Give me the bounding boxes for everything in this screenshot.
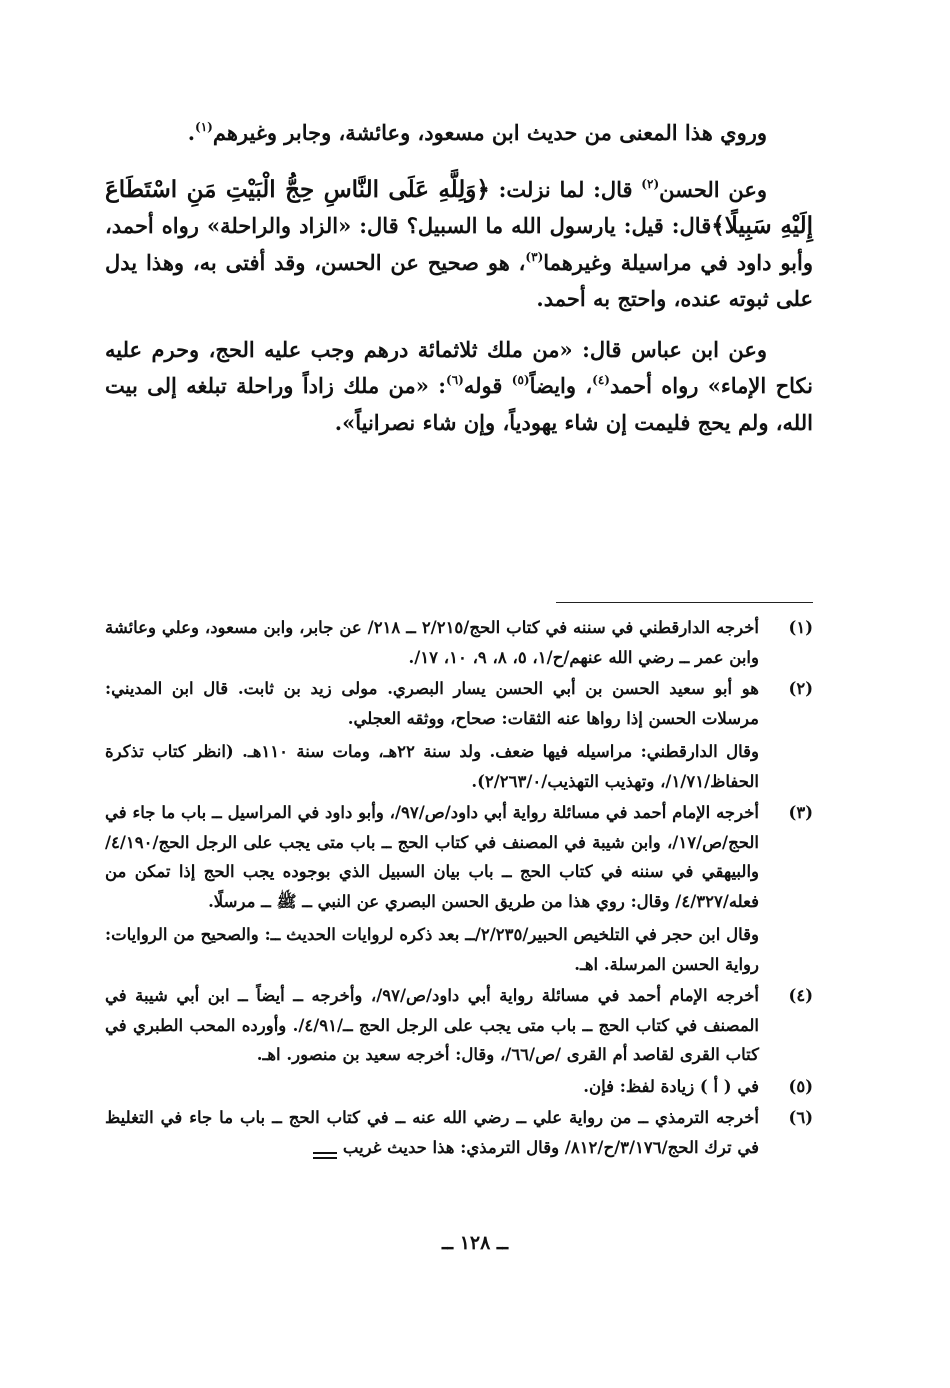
quran-verse: ﴿وَلِلَّهِ عَلَى النَّاسِ حِجُّ الْبَيْتِ مَنِ اسْتَطَاعَ إِلَيْهِ سَبِيلًا﴾ xyxy=(105,175,814,239)
paragraph-1-text: وروي هذا المعنى من حديث ابن مسعود، وعائشة، وجابر وغيرهم xyxy=(212,120,767,145)
paragraph-3: وعن ابن عباس قال: «من ملك ثلاثمائة درهم وجب عليه الحج، وحرم عليه نكاح الإماء» رواه أحمد$^{(٤)}$، وايضاً$^{(٥)}$ قوله$^{(٦)}$: «من ملك زاداً وراحلة تبلغه إلى بيت الله، ولم يحج فليمت إن شاء يهودياً، وإن شاء نصرانياً». xyxy=(105,336,813,435)
page-body xyxy=(105,115,814,1157)
footnote-item xyxy=(105,613,813,672)
footnote-number: (٤) xyxy=(788,986,813,1005)
footnote-number: (٥) xyxy=(788,1076,813,1096)
footnote-item xyxy=(105,798,813,979)
footnote-text: أخرجه الدارقطني في سننه في كتاب الحج/٢/٢١٥ ــ ٢١٨/ عن جابر، وابن مسعود، وعلي وعائشة وابن عمر ــ رضي الله عنهم/ح/١، ٥، ٨، ٩، ١٠، ١٧/. xyxy=(105,618,760,667)
footnote-number: (١) xyxy=(788,618,813,637)
footnote-number: (٦) xyxy=(788,1108,813,1127)
continuation-mark xyxy=(313,1152,337,1159)
footnote-item xyxy=(105,981,813,1070)
footnote-text: أخرجه الترمذي ــ من رواية علي ــ رضي الله عنه ــ في كتاب الحج ــ باب ما جاء في التغليظ في ترك الحج/٣/١٧٦/ح/٨١٢/ وقال الترمذي: هذا حديث غريب xyxy=(105,1108,759,1157)
footnote-ref-4[interactable]: (٤) xyxy=(592,373,610,387)
footnotes xyxy=(105,613,813,1164)
paragraph-2: وعن الحسن$^{(٢)}$ قال: لما نزلت: ﴿وَلِلَّهِ عَلَى النَّاسِ حِجُّ الْبَيْتِ مَنِ اسْتَطَاعَ إِلَيْهِ سَبِيلًا﴾قال: قيل: يارسول الله ما السبيل؟ قال: «الزاد والراحلة» رواه أحمد، وأبو داود في مراسيلة وغيرهما$^{(٣)}$، هو صحيح عن الحسن، وقد أفتى به، وهذا يدل على ثبوته عنده، واحتج به أحمد. xyxy=(105,175,814,311)
footnote-number: (٣) xyxy=(788,803,813,822)
paragraph-1: وروي هذا المعنى من حديث ابن مسعود، وعائشة، وجابر وغيرهم$^{(١)}$. xyxy=(187,120,767,145)
footnote-continuation: وقال ابن حجر في التلخيص الحبير/٢/٢٣٥/ــ بعد ذكره لروايات الحديث ــ: والصحيح من الروايات: رواية الحسن المرسلة. اهـ. xyxy=(105,925,759,974)
footnote-text: في ( أ ) زيادة لفظ: فإن. xyxy=(583,1076,759,1096)
footnote-divider xyxy=(556,602,813,603)
footnote-ref-6[interactable]: (٦) xyxy=(446,373,464,387)
page-number: ــ ١٢٨ ــ xyxy=(441,1232,509,1254)
footnote-ref-3[interactable]: (٣) xyxy=(525,249,544,264)
footnote-text: أخرجه الإمام أحمد في مسائلة رواية أبي داود/ص/٩٧/، وأبو داود في المراسيل ــ باب ما جاء في الحج/ص/١٧/، وابن شيبة في المصنف في كتاب الحج ــ باب متى يجب على الرجل الحج/٤/١٩٠/ والبيهقي في سننه في كتاب الحج ــ باب بيان السبيل الذي بوجوده يجب الحج إذا تمكن من فعله/٤/٣٢٧/ وقال: روي هذا من طريق الحسن البصري عن النبي ــ ﷺ ــ مرسلًا. xyxy=(105,803,760,911)
footnote-text: أخرجه الإمام أحمد في مسائلة رواية أبي داود/ص/٩٧/، وأخرجه ــ أيضاً ــ ابن أبي شيبة في المصنف في كتاب الحج ــ باب متى يجب على الرجل الحج ــ/٤/٩١/. وأورده المحب الطبري في كتاب القرى لقاصد أم القرى /ص/٦٦/، وقال: أخرجه سعيد بن منصور. اهـ. xyxy=(105,986,760,1064)
footnote-ref-2[interactable]: (٢) xyxy=(641,176,660,191)
footnote-item xyxy=(105,1072,813,1102)
footnote-ref-1[interactable]: (١) xyxy=(195,120,213,134)
footnote-ref-5[interactable]: (٥) xyxy=(511,373,530,387)
footnote-item xyxy=(105,1103,813,1162)
footnote-text: هو أبو سعيد الحسن بن أبي الحسن يسار البصري. مولى زيد بن ثابت. قال ابن المديني: مرسلات الحسن إذا رواها عنه الثقات: صحاح، ووثقه العجلي. xyxy=(105,679,759,728)
footnote-item xyxy=(105,674,813,796)
footnote-continuation: وقال الدارقطني: مراسيله فيها ضعف. ولد سنة ٢٢هـ، ومات سنة ١١٠هـ. (انظر كتاب تذكرة الحفاظ/١/٧١/، وتهذيب التهذيب/٢/٢٦٣/٠). xyxy=(105,742,759,791)
footnote-number: (٢) xyxy=(788,679,813,698)
